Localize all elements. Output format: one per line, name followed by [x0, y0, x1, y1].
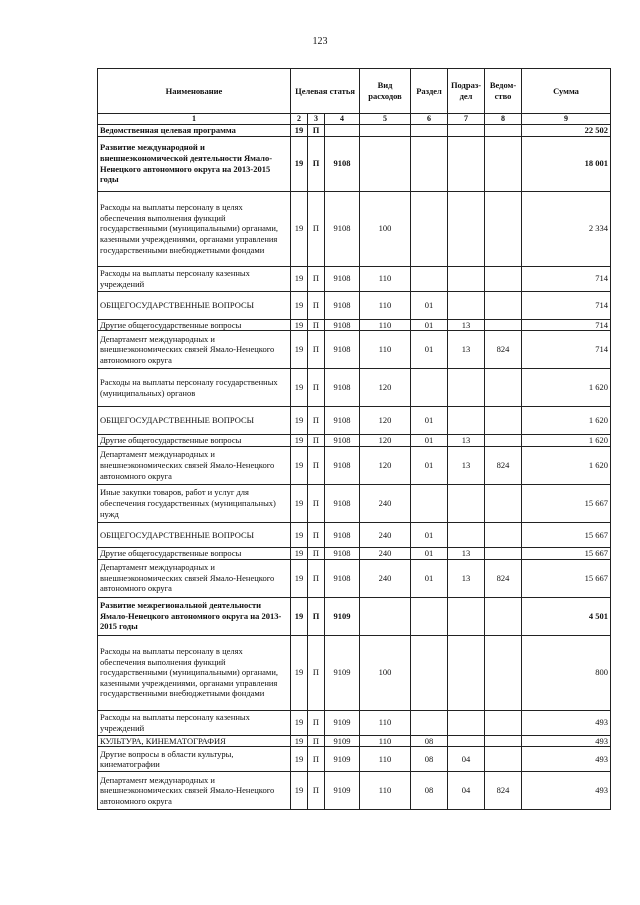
target-code-cell: 19: [291, 291, 308, 319]
expense-type-cell: 110: [360, 735, 411, 747]
target-item-cell: 9108: [325, 136, 360, 191]
department-code-cell: 824: [485, 559, 522, 597]
target-program-cell: П: [308, 597, 325, 635]
row-name-cell: Другие общегосударственные вопросы: [98, 319, 291, 331]
target-item-cell: 9108: [325, 331, 360, 369]
subsection-cell: [448, 125, 485, 137]
department-code-cell: [485, 747, 522, 772]
section-cell: [411, 484, 448, 522]
department-code-cell: [485, 522, 522, 547]
amount-cell: 1 620: [522, 446, 611, 484]
header-vedomstvo: Ведом-ство: [485, 69, 522, 114]
expense-type-cell: 110: [360, 266, 411, 291]
expense-type-cell: 110: [360, 331, 411, 369]
row-name-cell: Другие вопросы в области культуры, кинематографии: [98, 747, 291, 772]
target-program-cell: П: [308, 191, 325, 266]
department-code-cell: [485, 484, 522, 522]
expense-type-cell: 110: [360, 772, 411, 810]
target-code-cell: 19: [291, 446, 308, 484]
amount-cell: 714: [522, 319, 611, 331]
target-item-cell: 9109: [325, 747, 360, 772]
subsection-cell: 13: [448, 319, 485, 331]
table-row: [98, 136, 611, 191]
section-cell: [411, 710, 448, 735]
target-item-cell: 9108: [325, 291, 360, 319]
target-item-cell: 9109: [325, 772, 360, 810]
section-cell: 01: [411, 547, 448, 559]
table-row: [98, 435, 611, 447]
amount-cell: 1 620: [522, 369, 611, 407]
header-vid: Вид расходов: [360, 69, 411, 114]
row-name-cell: Ведомственная целевая программа: [98, 125, 291, 137]
amount-cell: 15 667: [522, 484, 611, 522]
table-row: [98, 522, 611, 547]
section-cell: 01: [411, 559, 448, 597]
department-code-cell: [485, 710, 522, 735]
target-item-cell: 9108: [325, 547, 360, 559]
amount-cell: 493: [522, 710, 611, 735]
target-code-cell: 19: [291, 125, 308, 137]
target-program-cell: П: [308, 747, 325, 772]
section-cell: 01: [411, 331, 448, 369]
section-cell: 01: [411, 291, 448, 319]
target-code-cell: 19: [291, 735, 308, 747]
row-name-cell: Иные закупки товаров, работ и услуг для обеспечения государственных (муниципальных) нужд: [98, 484, 291, 522]
target-item-cell: 9108: [325, 369, 360, 407]
section-cell: [411, 266, 448, 291]
target-item-cell: 9108: [325, 266, 360, 291]
section-cell: 01: [411, 435, 448, 447]
header-podrazdel: Подраз-дел: [448, 69, 485, 114]
section-cell: [411, 125, 448, 137]
table-body: [98, 125, 611, 810]
expense-type-cell: 240: [360, 484, 411, 522]
table-row: [98, 191, 611, 266]
target-code-cell: 19: [291, 547, 308, 559]
department-code-cell: [485, 125, 522, 137]
table-row: [98, 331, 611, 369]
target-item-cell: 9108: [325, 407, 360, 435]
header-name: Наименование: [98, 69, 291, 114]
target-code-cell: 19: [291, 559, 308, 597]
table-row: [98, 772, 611, 810]
amount-cell: 4 501: [522, 597, 611, 635]
row-name-cell: Департамент международных и внешнеэкономических связей Ямало-Ненецкого автономного округа: [98, 446, 291, 484]
amount-cell: 493: [522, 735, 611, 747]
target-program-cell: П: [308, 125, 325, 137]
target-code-cell: 19: [291, 635, 308, 710]
expense-type-cell: 120: [360, 407, 411, 435]
target-program-cell: П: [308, 735, 325, 747]
row-name-cell: Департамент международных и внешнеэкономических связей Ямало-Ненецкого автономного округа: [98, 772, 291, 810]
column-number: 2: [291, 114, 308, 125]
target-item-cell: 9108: [325, 435, 360, 447]
subsection-cell: 13: [448, 435, 485, 447]
section-cell: 08: [411, 772, 448, 810]
section-cell: 08: [411, 747, 448, 772]
row-name-cell: Другие общегосударственные вопросы: [98, 547, 291, 559]
header-razdel: Раздел: [411, 69, 448, 114]
expense-type-cell: 120: [360, 446, 411, 484]
subsection-cell: [448, 710, 485, 735]
amount-cell: 15 667: [522, 522, 611, 547]
subsection-cell: 04: [448, 772, 485, 810]
expense-type-cell: 100: [360, 191, 411, 266]
table-row: [98, 125, 611, 137]
expense-type-cell: 110: [360, 747, 411, 772]
section-cell: 08: [411, 735, 448, 747]
target-code-cell: 19: [291, 522, 308, 547]
row-name-cell: ОБЩЕГОСУДАРСТВЕННЫЕ ВОПРОСЫ: [98, 291, 291, 319]
row-name-cell: КУЛЬТУРА, КИНЕМАТОГРАФИЯ: [98, 735, 291, 747]
column-number: 9: [522, 114, 611, 125]
expense-type-cell: 120: [360, 435, 411, 447]
target-code-cell: 19: [291, 747, 308, 772]
expense-type-cell: 110: [360, 710, 411, 735]
amount-cell: 15 667: [522, 559, 611, 597]
subsection-cell: [448, 635, 485, 710]
column-number: 1: [98, 114, 291, 125]
department-code-cell: [485, 191, 522, 266]
target-code-cell: 19: [291, 331, 308, 369]
header-row: [98, 69, 611, 114]
subsection-cell: [448, 522, 485, 547]
header-summa: Сумма: [522, 69, 611, 114]
target-item-cell: 9109: [325, 735, 360, 747]
target-program-cell: П: [308, 446, 325, 484]
target-program-cell: П: [308, 407, 325, 435]
amount-cell: 18 001: [522, 136, 611, 191]
subsection-cell: 04: [448, 747, 485, 772]
row-name-cell: Расходы на выплаты персоналу казенных учреждений: [98, 710, 291, 735]
amount-cell: 2 334: [522, 191, 611, 266]
section-cell: 01: [411, 522, 448, 547]
row-name-cell: ОБЩЕГОСУДАРСТВЕННЫЕ ВОПРОСЫ: [98, 407, 291, 435]
amount-cell: 714: [522, 266, 611, 291]
table-row: [98, 710, 611, 735]
target-item-cell: 9109: [325, 710, 360, 735]
section-cell: 01: [411, 319, 448, 331]
target-item-cell: 9108: [325, 484, 360, 522]
subsection-cell: [448, 597, 485, 635]
expense-type-cell: 120: [360, 369, 411, 407]
amount-cell: 493: [522, 747, 611, 772]
target-program-cell: П: [308, 319, 325, 331]
row-name-cell: Департамент международных и внешнеэкономических связей Ямало-Ненецкого автономного округа: [98, 331, 291, 369]
target-code-cell: 19: [291, 407, 308, 435]
target-code-cell: 19: [291, 484, 308, 522]
subsection-cell: [448, 369, 485, 407]
target-item-cell: 9109: [325, 635, 360, 710]
target-program-cell: П: [308, 331, 325, 369]
department-code-cell: [485, 266, 522, 291]
table-row: [98, 747, 611, 772]
department-code-cell: [485, 597, 522, 635]
subsection-cell: [448, 191, 485, 266]
subsection-cell: [448, 291, 485, 319]
target-code-cell: 19: [291, 710, 308, 735]
row-name-cell: Развитие международной и внешнеэкономической деятельности Ямало-Ненецкого автономного округа на 2013-2015 годы: [98, 136, 291, 191]
target-item-cell: 9108: [325, 522, 360, 547]
row-name-cell: Департамент международных и внешнеэкономических связей Ямало-Ненецкого автономного округа: [98, 559, 291, 597]
target-code-cell: 19: [291, 597, 308, 635]
target-program-cell: П: [308, 291, 325, 319]
row-name-cell: Расходы на выплаты персоналу казенных учреждений: [98, 266, 291, 291]
department-code-cell: [485, 547, 522, 559]
target-program-cell: П: [308, 710, 325, 735]
budget-table: [97, 68, 611, 810]
amount-cell: 1 620: [522, 407, 611, 435]
target-program-cell: П: [308, 369, 325, 407]
row-name-cell: Другие общегосударственные вопросы: [98, 435, 291, 447]
row-name-cell: Расходы на выплаты персоналу в целях обеспечения выполнения функций государственными (муниципальными) органами, казенными учреждениями, органами управления государственными внебюджетными фондами: [98, 635, 291, 710]
section-cell: [411, 369, 448, 407]
amount-cell: 15 667: [522, 547, 611, 559]
department-code-cell: 824: [485, 772, 522, 810]
section-cell: 01: [411, 446, 448, 484]
target-code-cell: 19: [291, 319, 308, 331]
department-code-cell: [485, 291, 522, 319]
amount-cell: 714: [522, 291, 611, 319]
row-name-cell: Расходы на выплаты персоналу государственных (муниципальных) органов: [98, 369, 291, 407]
target-item-cell: 9108: [325, 559, 360, 597]
target-item-cell: [325, 125, 360, 137]
amount-cell: 714: [522, 331, 611, 369]
column-number: 7: [448, 114, 485, 125]
subsection-cell: [448, 266, 485, 291]
subsection-cell: [448, 407, 485, 435]
table-row: [98, 319, 611, 331]
target-program-cell: П: [308, 547, 325, 559]
expense-type-cell: [360, 125, 411, 137]
table-row: [98, 446, 611, 484]
subsection-cell: 13: [448, 559, 485, 597]
column-number: 3: [308, 114, 325, 125]
department-code-cell: [485, 369, 522, 407]
table-row: [98, 735, 611, 747]
department-code-cell: [485, 136, 522, 191]
department-code-cell: 824: [485, 446, 522, 484]
department-code-cell: 824: [485, 331, 522, 369]
amount-cell: 1 620: [522, 435, 611, 447]
table-row: [98, 635, 611, 710]
expense-type-cell: [360, 597, 411, 635]
table-row: [98, 266, 611, 291]
department-code-cell: [485, 407, 522, 435]
target-code-cell: 19: [291, 266, 308, 291]
target-program-cell: П: [308, 559, 325, 597]
target-program-cell: П: [308, 635, 325, 710]
section-cell: [411, 635, 448, 710]
subsection-cell: [448, 735, 485, 747]
target-program-cell: П: [308, 522, 325, 547]
target-item-cell: 9108: [325, 446, 360, 484]
target-program-cell: П: [308, 772, 325, 810]
column-number-row: [98, 114, 611, 125]
target-program-cell: П: [308, 266, 325, 291]
column-number: 6: [411, 114, 448, 125]
row-name-cell: Развитие межрегиональной деятельности Ямало-Ненецкого автономного округа на 2013-2015 годы: [98, 597, 291, 635]
department-code-cell: [485, 435, 522, 447]
section-cell: [411, 597, 448, 635]
target-program-cell: П: [308, 484, 325, 522]
column-number: 8: [485, 114, 522, 125]
expense-type-cell: [360, 136, 411, 191]
table-row: [98, 559, 611, 597]
expense-type-cell: 240: [360, 522, 411, 547]
row-name-cell: ОБЩЕГОСУДАРСТВЕННЫЕ ВОПРОСЫ: [98, 522, 291, 547]
subsection-cell: 13: [448, 547, 485, 559]
subsection-cell: 13: [448, 446, 485, 484]
table-row: [98, 597, 611, 635]
target-code-cell: 19: [291, 191, 308, 266]
amount-cell: 800: [522, 635, 611, 710]
table-row: [98, 291, 611, 319]
department-code-cell: [485, 735, 522, 747]
table-row: [98, 547, 611, 559]
target-code-cell: 19: [291, 772, 308, 810]
section-cell: 01: [411, 407, 448, 435]
subsection-cell: [448, 136, 485, 191]
table-row: [98, 484, 611, 522]
expense-type-cell: 100: [360, 635, 411, 710]
table-row: [98, 407, 611, 435]
expense-type-cell: 110: [360, 291, 411, 319]
section-cell: [411, 191, 448, 266]
column-number: 4: [325, 114, 360, 125]
target-code-cell: 19: [291, 136, 308, 191]
target-item-cell: 9108: [325, 191, 360, 266]
department-code-cell: [485, 319, 522, 331]
target-program-cell: П: [308, 435, 325, 447]
row-name-cell: Расходы на выплаты персоналу в целях обеспечения выполнения функций государственными (муниципальными) органами, казенными учреждениями, органами управления государственными внебюджетными фондами: [98, 191, 291, 266]
table-row: [98, 369, 611, 407]
amount-cell: 22 502: [522, 125, 611, 137]
target-program-cell: П: [308, 136, 325, 191]
column-number: 5: [360, 114, 411, 125]
subsection-cell: 13: [448, 331, 485, 369]
expense-type-cell: 240: [360, 559, 411, 597]
amount-cell: 493: [522, 772, 611, 810]
expense-type-cell: 110: [360, 319, 411, 331]
department-code-cell: [485, 635, 522, 710]
section-cell: [411, 136, 448, 191]
target-item-cell: 9108: [325, 319, 360, 331]
header-target: Целевая статья: [291, 69, 360, 114]
target-code-cell: 19: [291, 435, 308, 447]
expense-type-cell: 240: [360, 547, 411, 559]
target-code-cell: 19: [291, 369, 308, 407]
page-number: 123: [312, 36, 328, 47]
target-item-cell: 9109: [325, 597, 360, 635]
subsection-cell: [448, 484, 485, 522]
